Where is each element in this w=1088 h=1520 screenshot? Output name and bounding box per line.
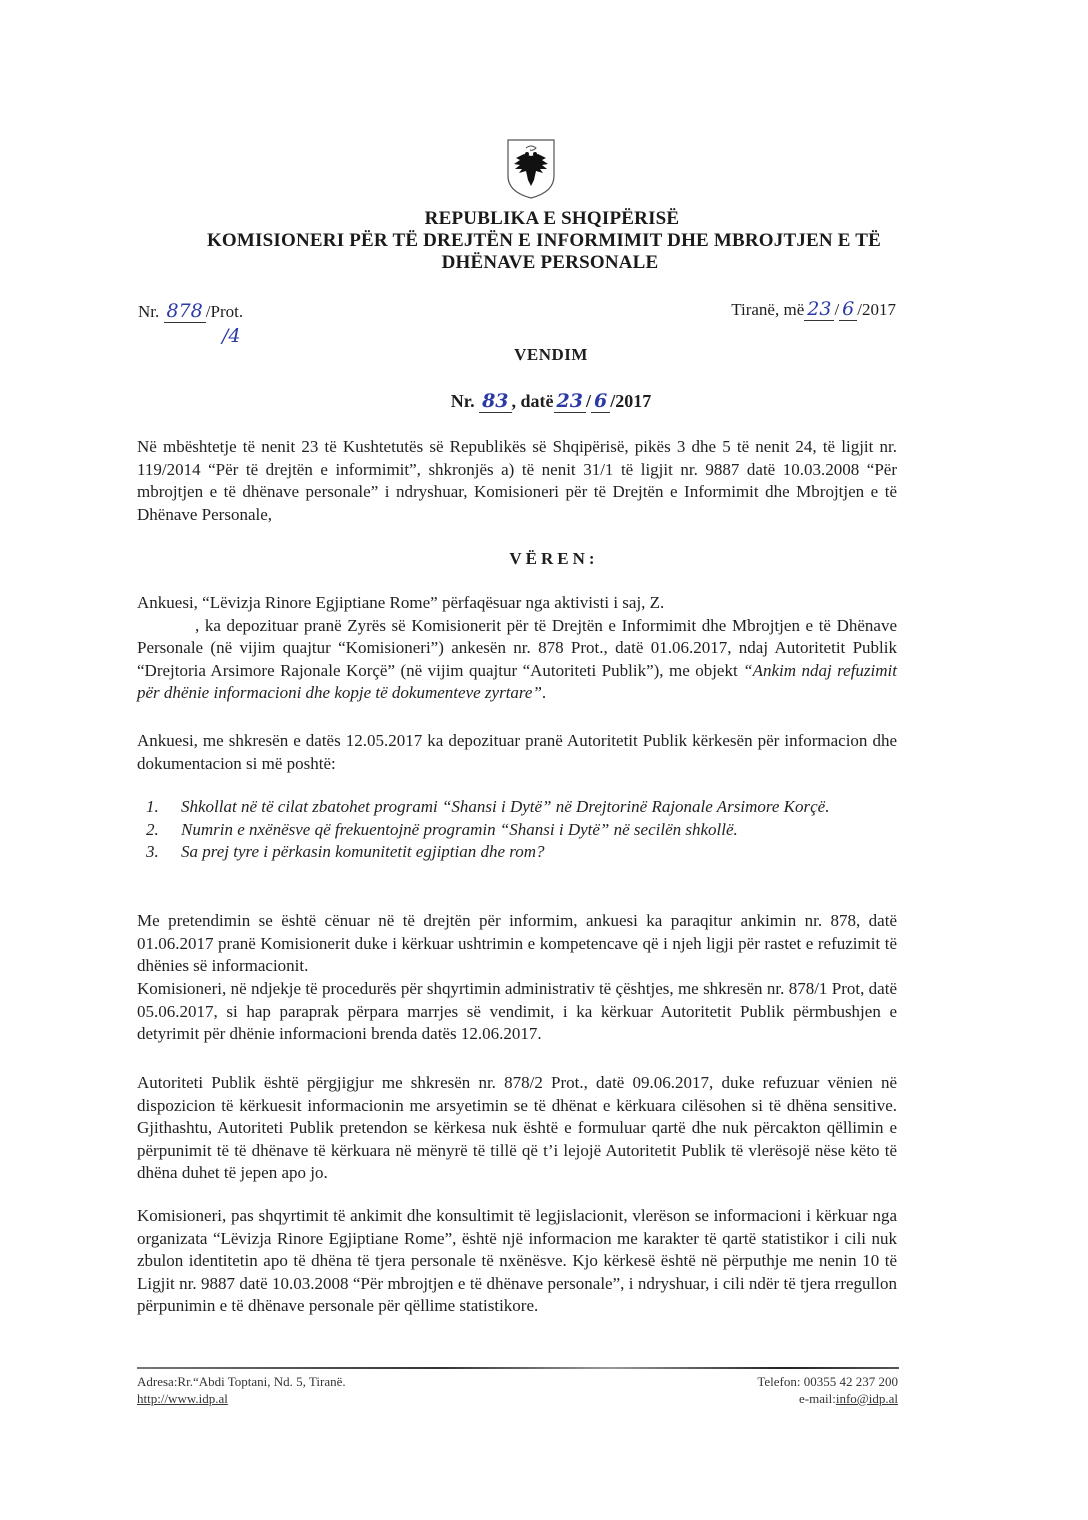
footer-divider bbox=[137, 1367, 899, 1369]
date-separator: / bbox=[585, 391, 591, 411]
footer-address: Adresa:Rr.“Abdi Toptani, Nd. 5, Tiranë. bbox=[137, 1374, 346, 1389]
decision-nr-handwritten: 83 bbox=[479, 390, 511, 413]
section-heading-veren: VËREN: bbox=[509, 549, 599, 568]
list-item-number: 2. bbox=[146, 819, 159, 839]
claim-paragraph: Me pretendimin se është cënuar në të drejtën për informim, ankuesi ka paraqitur ankimin nr. 878, datë 01.06.2017 pranë Komisionerit duke i kërkuar ushtrimin e kompetencave që i njeh ligji për rastet e refuzimit të dhënies së informacionit. bbox=[137, 911, 897, 975]
list-item bbox=[146, 841, 898, 864]
header-commissioner: KOMISIONERI PËR TË DREJTËN E INFORMIMIT DHE MBROJTJEN E TË bbox=[206, 230, 882, 251]
list-item-text: Sa prej tyre i përkasin komunitetit egjiptian dhe rom? bbox=[181, 842, 545, 861]
procedure-paragraph: Komisioneri, në ndjekje të procedurës për shqyrtimin administrativ të çështjes, me shkresën nr. 878/1 Prot, datë 05.06.2017, si hap paraprak përpara marrjes së vendimit, i ka kërkuar Autoritetit Publik përmbushjen e detyrimit për dhënie informacioni brenda datës 12.06.2017. bbox=[137, 979, 897, 1043]
footer-phone: Telefon: 00355 42 237 200 bbox=[757, 1374, 898, 1389]
footer-email bbox=[757, 1390, 898, 1407]
footer-address-block bbox=[137, 1373, 346, 1407]
protocol-year: /2017 bbox=[857, 300, 896, 319]
albanian-coat-of-arms-icon bbox=[506, 138, 556, 200]
footer-email-label: e-mail: bbox=[799, 1391, 836, 1406]
decision-title: VENDIM bbox=[514, 345, 588, 364]
complaint-body: , ka depozituar pranë Zyrës së Komisionerit për të Drejtën e Informimit dhe Mbrojtjen e të Dhënave Personale (në vijim quajtur “Komisioneri”) ankesën nr. 878 Prot., datë 01.06.2017, ndaj Autoritetit Publik “Drejtoria Arsimore Rajonale Korçë” (në vijim quajtur “Autoriteti Publik”), me objekt bbox=[137, 615, 897, 680]
protocol-day-handwritten: 23 bbox=[804, 298, 834, 321]
protocol-sub-handwritten: /4 bbox=[222, 325, 241, 347]
protocol-nr-handwritten: 878 bbox=[164, 300, 206, 323]
list-item-number: 1. bbox=[146, 797, 159, 816]
decision-year: /2017 bbox=[610, 391, 652, 411]
authority-response-paragraph: Autoriteti Publik është përgjigjur me shkresën nr. 878/2 Prot., datë 09.06.2017, duke refuzuar vënien në dispozicion të kërkuesit informacionin me arsyetimin se të dhënat e kërkuara cilësohen si të dhëna sensitive. Gjithashtu, Autoriteti Publik pretendon se kërkesa nuk është e formuluar qartë dhe nuk përcakton qëllimin e përpunimit të të dhënave të kërkuara në mënyrë të tillë që t’i lejojë Autoritetit Publik të vlerësojë nëse këto të dhëna duhet të jepen apo jo. bbox=[137, 1073, 897, 1182]
decision-number bbox=[0, 390, 1088, 412]
list-item-text: Numrin e nxënësve që frekuentojnë programin “Shansi i Dytë” në secilën shkollë. bbox=[181, 819, 738, 839]
request-paragraph: Ankuesi, me shkresën e datës 12.05.2017 ka depozituar pranë Autoritetit Publik kërkesën për informacion dhe dokumentacion si më poshtë: bbox=[137, 731, 897, 773]
list-item-text: Shkollat në të cilat zbatohet programi “Shansi i Dytë” në Drejtorinë Rajonale Arsimore Korçë. bbox=[181, 797, 830, 816]
list-item-number: 3. bbox=[146, 842, 159, 861]
complaint-paragraph bbox=[137, 592, 897, 705]
protocol-number bbox=[138, 300, 243, 322]
list-item bbox=[146, 819, 898, 842]
footer-website-link[interactable]: http://www.idp.al bbox=[137, 1391, 228, 1406]
footer-email-link[interactable]: info@idp.al bbox=[835, 1391, 898, 1406]
protocol-prot-label: /Prot. bbox=[205, 302, 244, 321]
complaint-end: . bbox=[541, 683, 547, 702]
complaint-object: “Ankim ndaj refuzimit për dhënie informacioni dhe kopje të dokumenteve zyrtare” bbox=[137, 660, 897, 702]
place-label: Tiranë, më bbox=[731, 300, 805, 319]
protocol-month-handwritten: 6 bbox=[839, 298, 857, 321]
header-personal-data: DHËNAVE PERSONALE bbox=[441, 252, 659, 273]
decision-month-handwritten: 6 bbox=[591, 390, 610, 413]
protocol-nr-label: Nr. bbox=[138, 302, 160, 321]
commissioner-assessment-paragraph: Komisioneri, pas shqyrtimit të ankimit dhe konsultimit të legjislacionit, vlerëson se informacioni i kërkuar nga organizata “Lëvizja Rinore Egjiptiane Rome”, është një informacion me karakter të qartë statistikor i cili nuk zbulon identitetin apo të dhëna të tjera personale të nxënësve. Kjo kërkesë është në përputhje me nenin 10 të Ligjit nr. 9887 datë 10.03.2008 “Për mbrojtjen e të dhënave personale”, i ndryshuar, i cili ndër të tjera rregullon përpunimin e të dhënave personale për qëllime statistikore. bbox=[137, 1206, 897, 1315]
decision-date-label: , datë bbox=[511, 391, 554, 411]
decision-day-handwritten: 23 bbox=[554, 390, 586, 413]
header-republic: REPUBLIKA E SHQIPËRISË bbox=[424, 208, 680, 229]
list-item bbox=[146, 796, 898, 819]
legal-basis-paragraph: Në mbështetje të nenit 23 të Kushtetutës së Republikës së Shqipërisë, pikës 3 dhe 5 të nenit 24, të ligjit nr. 119/2014 “Për të drejtën e informimit”, shkronjës a) të nenit 31/1 të ligjit nr. 9887 datë 10.03.2008 “Për mbrojtjen e të dhënave personale” i ndryshuar, Komisioneri për të Drejtën e Informimit dhe Mbrojtjen e të Dhënave Personale, bbox=[137, 437, 897, 524]
request-list bbox=[146, 796, 898, 864]
protocol-date bbox=[731, 298, 896, 320]
date-separator: / bbox=[834, 300, 840, 319]
complaint-line1: Ankuesi, “Lëvizja Rinore Egjiptiane Rome” përfaqësuar nga aktivisti i saj, Z. bbox=[137, 593, 665, 612]
footer-contact-block bbox=[757, 1373, 898, 1407]
decision-nr-label: Nr. bbox=[450, 391, 475, 411]
